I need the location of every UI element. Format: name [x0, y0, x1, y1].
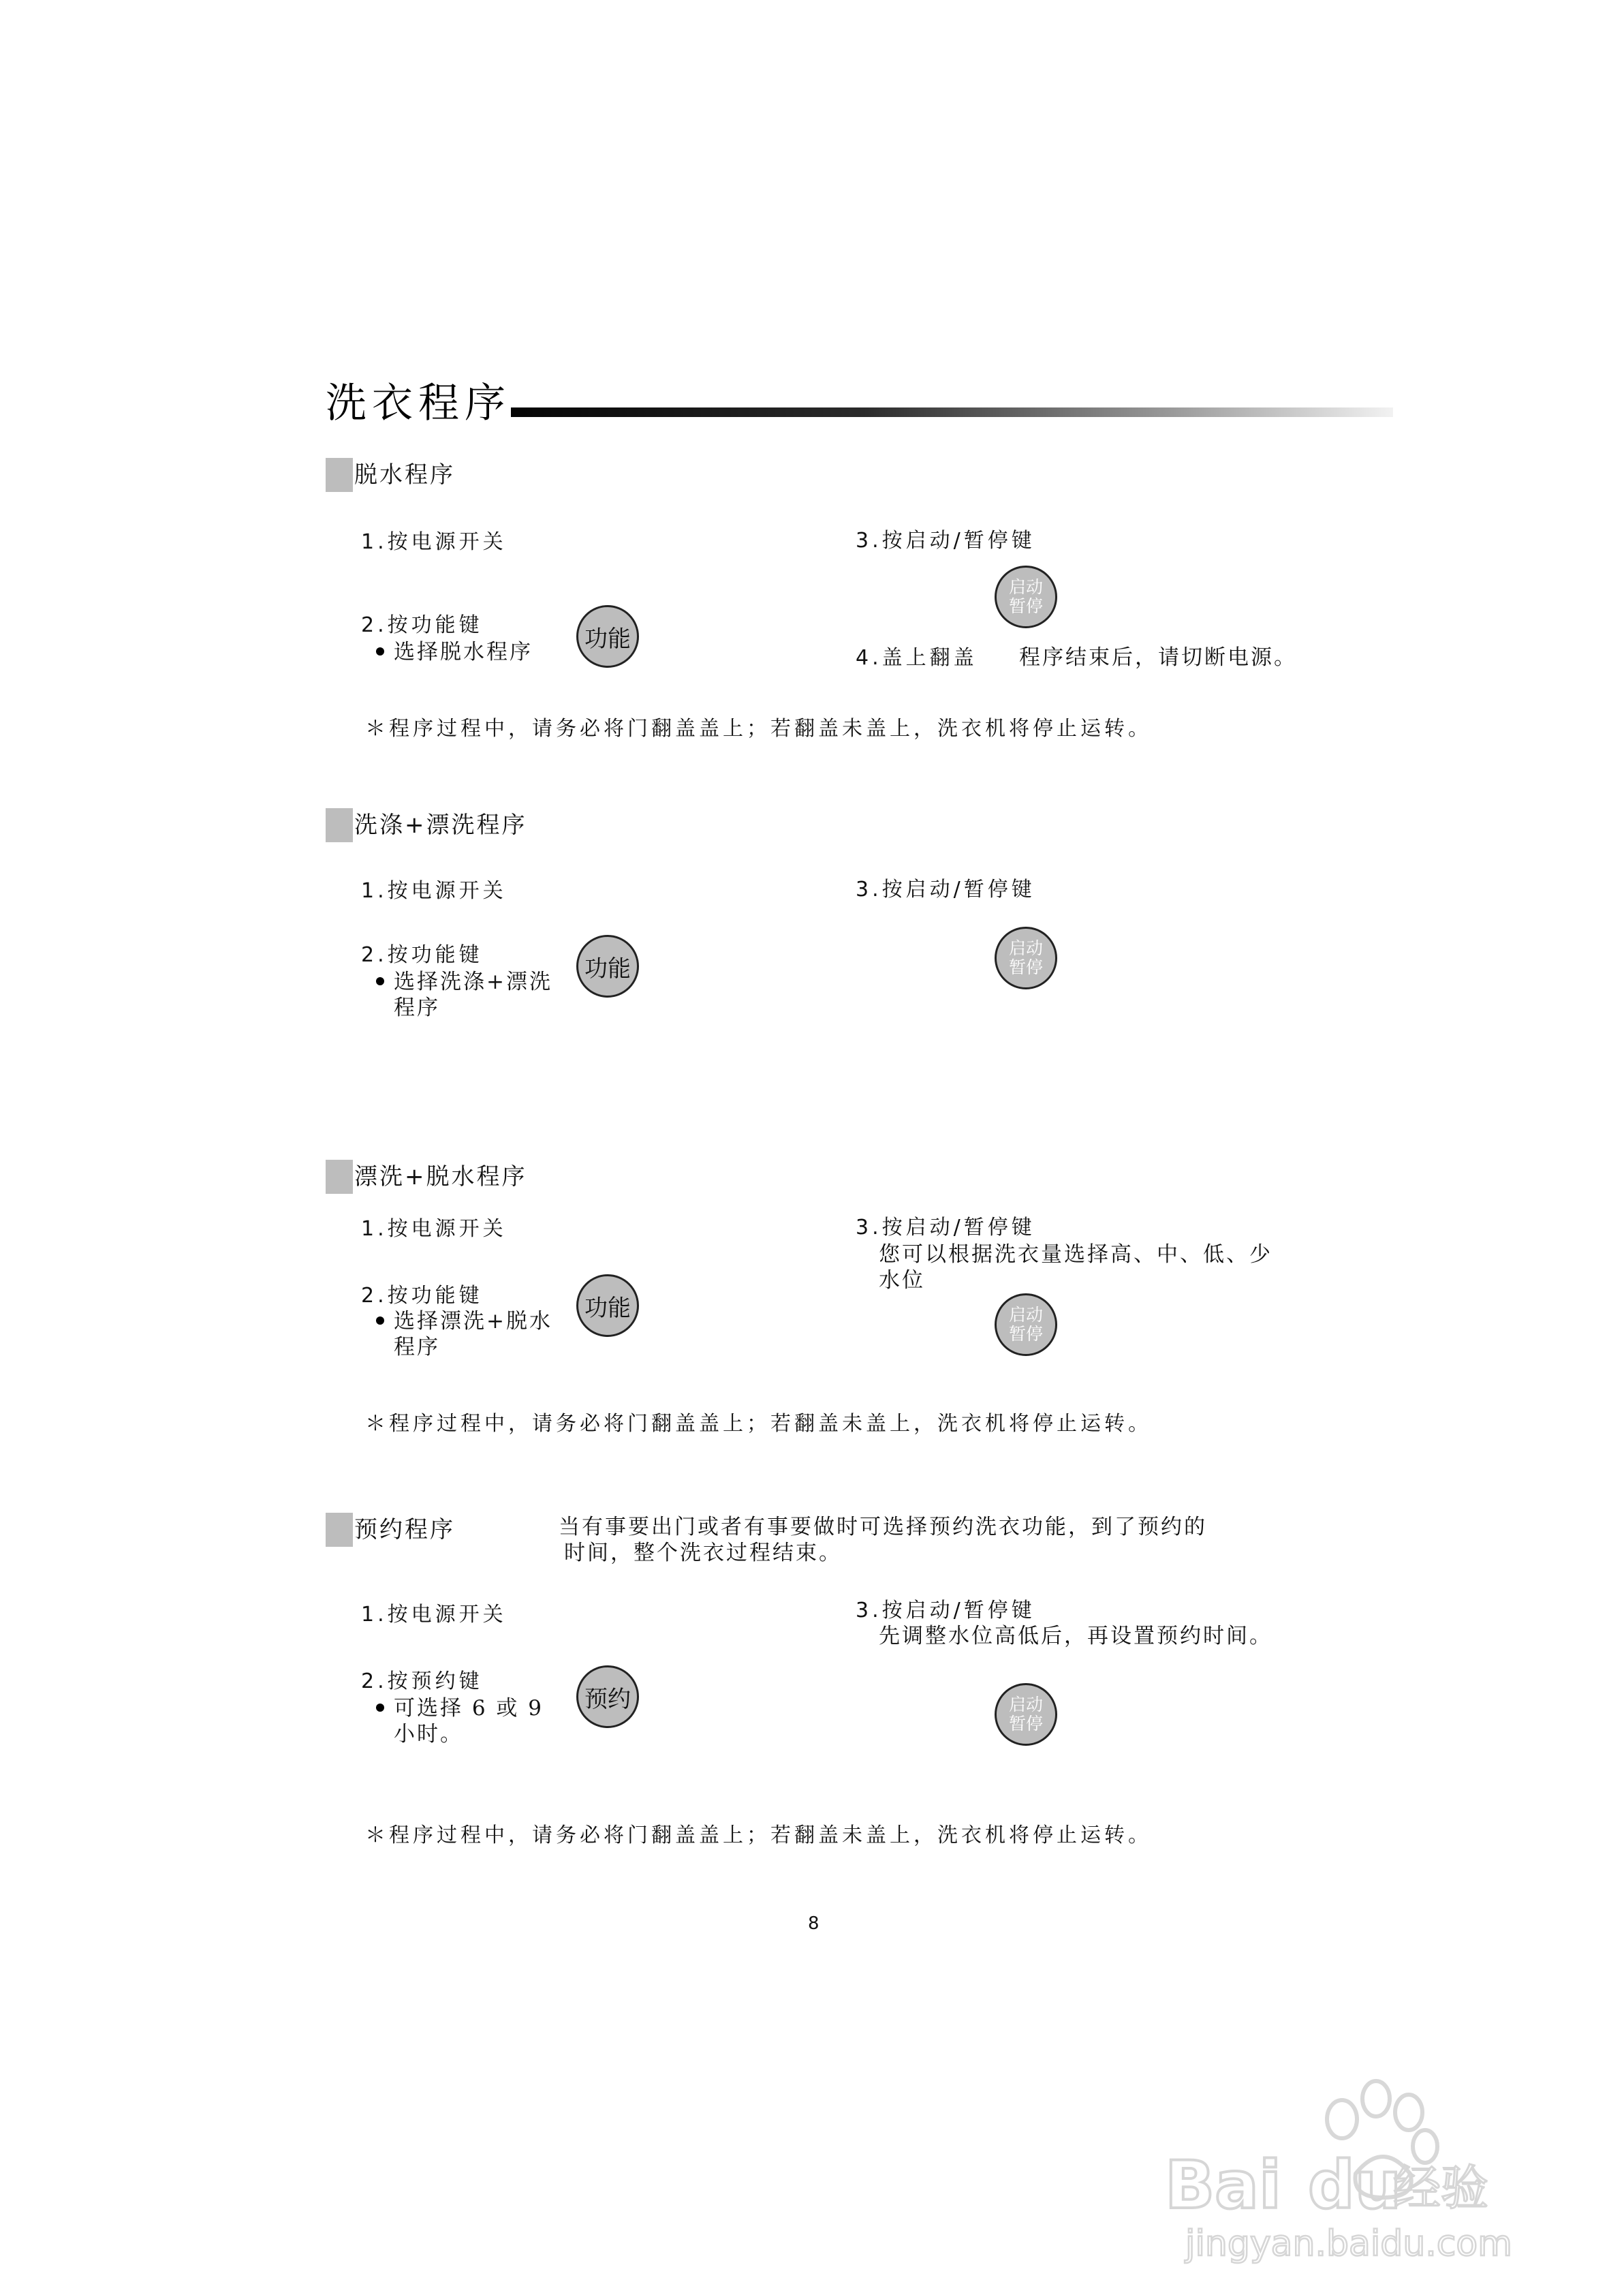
step-sub-text: 可选择 6 或 9 小时。 — [376, 1695, 544, 1747]
start-pause-button[interactable]: 启动 暂停 — [995, 927, 1057, 989]
step-start-pause: 3.按启动/暂停键 — [856, 1216, 1035, 1239]
lid-warning-note: ＊程序过程中，请务必将门翻盖盖上；若翻盖未盖上，洗衣机将停止运转。 — [365, 1412, 1152, 1436]
section-marker — [326, 1513, 353, 1547]
function-button[interactable]: 功能 — [576, 605, 639, 668]
step-power: 1.按电源开关 — [361, 530, 507, 554]
step-sub-text: 先调整水位高低后，再设置预约时间。 — [879, 1624, 1272, 1648]
step-function-key: 2.按功能键 — [361, 1284, 483, 1308]
page-title: 洗衣程序 — [326, 380, 511, 427]
reservation-intro: 当有事要出门或者有事要做时可选择预约洗衣功能，到了预约的 时间，整个洗衣过程结束。 — [559, 1515, 1207, 1565]
step-power: 1.按电源开关 — [361, 879, 507, 903]
section-marker — [326, 808, 353, 842]
step-close-lid: 4.盖上翻盖 — [856, 646, 978, 670]
title-divider-bar — [511, 407, 1393, 417]
step-sub-text: 选择洗涤+漂洗 程序 — [376, 969, 552, 1021]
step-start-pause: 3.按启动/暂停键 — [856, 529, 1035, 553]
step-power: 1.按电源开关 — [361, 1217, 507, 1241]
start-pause-button[interactable]: 启动 暂停 — [995, 566, 1057, 628]
step-sub-text: 选择脱水程序 — [376, 639, 533, 665]
step-reservation-key: 2.按预约键 — [361, 1669, 483, 1693]
reservation-button[interactable]: 预约 — [576, 1665, 639, 1728]
step-function-key: 2.按功能键 — [361, 943, 483, 967]
step-start-pause: 3.按启动/暂停键 — [856, 878, 1035, 902]
baidu-jingyan-watermark — [1158, 2071, 1512, 2269]
lid-warning-note: ＊程序过程中，请务必将门翻盖盖上；若翻盖未盖上，洗衣机将停止运转。 — [365, 717, 1152, 741]
step-close-lid-note: 程序结束后，请切断电源。 — [1019, 645, 1297, 670]
step-power: 1.按电源开关 — [361, 1603, 507, 1627]
svg-text:经验: 经验 — [1393, 2160, 1488, 2216]
step-function-key: 2.按功能键 — [361, 613, 483, 637]
step-sub-text: 选择漂洗+脱水 程序 — [376, 1308, 552, 1360]
start-pause-button[interactable]: 启动 暂停 — [995, 1293, 1057, 1356]
svg-text:du: du — [1308, 2147, 1402, 2223]
page-number: 8 — [808, 1913, 819, 1934]
step-start-pause: 3.按启动/暂停键 — [856, 1599, 1035, 1622]
start-pause-button[interactable]: 启动 暂停 — [995, 1683, 1057, 1746]
lid-warning-note: ＊程序过程中，请务必将门翻盖盖上；若翻盖未盖上，洗衣机将停止运转。 — [365, 1823, 1152, 1847]
svg-text:jingyan.baidu.com: jingyan.baidu.com — [1185, 2223, 1512, 2264]
function-button[interactable]: 功能 — [576, 1274, 639, 1337]
svg-text:Bai: Bai — [1165, 2147, 1281, 2223]
function-button[interactable]: 功能 — [576, 935, 639, 998]
section-marker — [326, 1160, 353, 1194]
section-marker — [326, 458, 353, 492]
step-sub-text: 您可以根据洗衣量选择高、中、低、少 水位 — [879, 1242, 1272, 1293]
